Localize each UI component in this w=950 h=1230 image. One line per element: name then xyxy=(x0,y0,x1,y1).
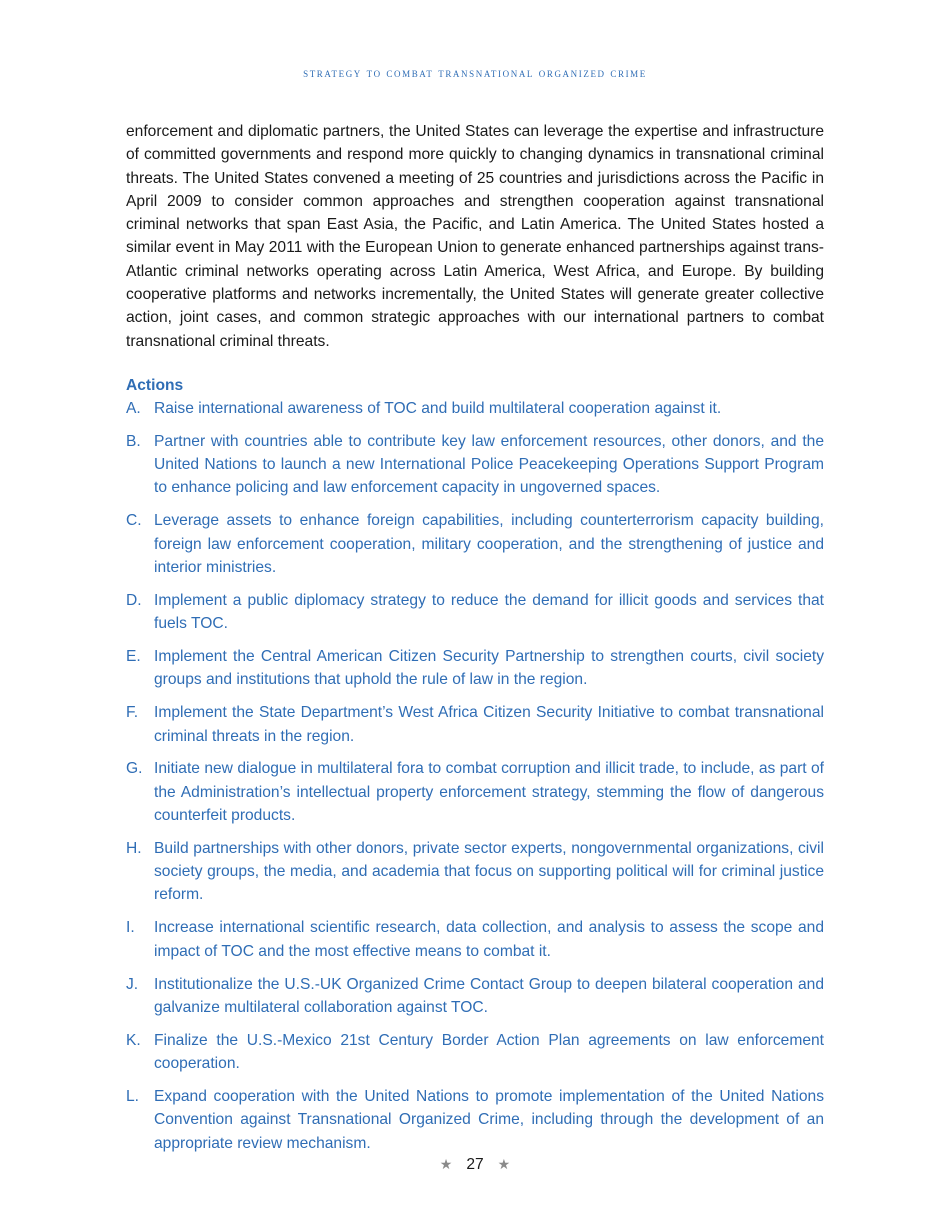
action-letter: A. xyxy=(126,399,141,417)
running-header-title: strategy to combat transnational organized crime xyxy=(303,66,647,80)
action-text: Initiate new dialogue in multilateral fora to combat corruption and illicit trade, to include, as part of the Administration’s intellectual property enforcement strategy, stemming the flow of dangerous counterfeit products. xyxy=(154,760,824,824)
actions-list xyxy=(126,397,824,1155)
action-letter: L. xyxy=(126,1087,140,1105)
action-item-b xyxy=(126,430,824,500)
action-item-f xyxy=(126,701,824,748)
action-item-g xyxy=(126,757,824,827)
action-letter: G. xyxy=(126,760,143,778)
page-footer xyxy=(0,1156,950,1174)
action-text: Partner with countries able to contribute key law enforcement resources, other donors, and the United Nations to launch a new International Police Peacekeeping Operations Support Program to enhance policing and law enforcement capacity in ungoverned spaces. xyxy=(154,432,824,497)
action-item-i xyxy=(126,916,824,963)
action-text: Implement the State Department’s West Africa Citizen Security Initiative to combat transnational criminal threats in the region. xyxy=(154,704,824,745)
star-icon: ★ xyxy=(439,1156,453,1172)
action-letter: K. xyxy=(126,1031,141,1049)
action-item-j xyxy=(126,973,824,1020)
action-text: Expand cooperation with the United Nations to promote implementation of the United Nations Convention against Transnational Organized Crime, including through the development of an appropriate review mechanism. xyxy=(154,1087,824,1152)
action-letter: D. xyxy=(126,591,142,609)
action-text: Increase international scientific research, data collection, and analysis to assess the scope and impact of TOC and the most effective means to combat it. xyxy=(154,919,824,960)
page-content xyxy=(126,120,824,1164)
action-text: Raise international awareness of TOC and build multilateral cooperation against it. xyxy=(154,399,722,417)
action-text: Implement the Central American Citizen Security Partnership to strengthen courts, civil society groups and institutions that uphold the rule of law in the region. xyxy=(154,648,824,689)
action-text: Institutionalize the U.S.-UK Organized Crime Contact Group to deepen bilateral cooperation and galvanize multilateral collaboration against TOC. xyxy=(154,975,824,1016)
action-item-e xyxy=(126,645,824,692)
action-text: Finalize the U.S.-Mexico 21st Century Border Action Plan agreements on law enforcement cooperation. xyxy=(154,1031,824,1073)
action-letter: B. xyxy=(126,432,141,450)
action-text: Build partnerships with other donors, private sector experts, nongovernmental organizations, civil society groups, the media, and academia that focus on supporting political will for criminal justice reform. xyxy=(154,839,824,904)
action-item-c xyxy=(126,509,824,579)
star-icon: ★ xyxy=(497,1156,511,1172)
action-letter: H. xyxy=(126,839,142,857)
action-item-k xyxy=(126,1029,824,1076)
action-letter: E. xyxy=(126,648,141,666)
action-letter: F. xyxy=(126,704,139,722)
action-item-h xyxy=(126,837,824,907)
action-letter: C. xyxy=(126,512,142,530)
action-item-d xyxy=(126,589,824,636)
action-text: Implement a public diplomacy strategy to reduce the demand for illicit goods and services that fuels TOC. xyxy=(154,591,824,633)
action-item-a xyxy=(126,397,824,420)
actions-heading: Actions xyxy=(126,376,184,394)
action-item-l xyxy=(126,1085,824,1155)
action-letter: J. xyxy=(126,975,139,993)
action-letter: I. xyxy=(126,919,135,937)
action-text: Leverage assets to enhance foreign capabilities, including counterterrorism capacity building, foreign law enforcement cooperation, military cooperation, and the strengthening of justice and interior ministries. xyxy=(154,512,824,576)
body-paragraph: enforcement and diplomatic partners, the United States can leverage the expertise and infrastructure of committed governments and respond more quickly to changing dynamics in transnational criminal threats. The United States convened a meeting of 25 countries and jurisdictions across the Pacific in April 2009 to consider common approaches and strengthen cooperation against transnational criminal networks that span East Asia, the Pacific, and Latin America. The United States hosted a similar event in May 2011 with the European Union to generate enhanced partnerships against trans-Atlantic criminal networks operating across Latin America, West Africa, and Europe. By building cooperative platforms and networks incrementally, the United States will generate greater collective action, joint cases, and common strategic approaches with our international partners to combat transnational criminal threats. xyxy=(126,123,824,350)
page-number: 27 xyxy=(466,1156,484,1173)
